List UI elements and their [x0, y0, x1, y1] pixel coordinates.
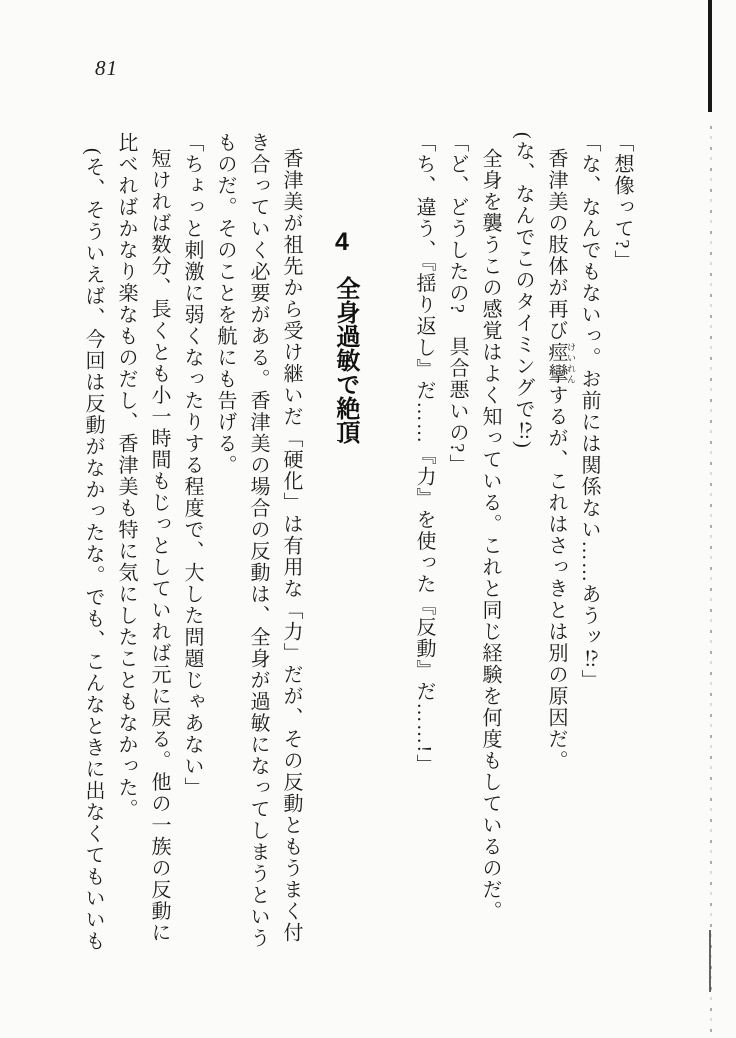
text-column: 「ち、違う、『揺り返し』だ……『力』を使った『反動』だ……!」: [413, 132, 435, 776]
text-column: 「想像って?」: [611, 132, 633, 272]
text-column: 比べればかなり楽なものだし、香津美も特に気にしたこともなかった。: [115, 132, 137, 820]
text-column: [545, 148, 576, 962]
chapter-number: 4: [335, 228, 349, 256]
text-column: 香津美が祖先から受け継いだ「硬化」は有用な「力」だが、その反動ともうまく付: [280, 148, 302, 944]
text-column: 「ど、どうしたの? 具合悪いの?」: [446, 132, 468, 476]
page-edge-artifact-segment: [709, 930, 711, 992]
page-edge-artifact-top: [708, 0, 712, 112]
text-before-furigana: 香津美の肢体が再び: [545, 148, 567, 342]
text-column: 短ければ数分、長くとも小一時間もじっとしていれば元に戻る。他の一族の反動に: [148, 148, 170, 944]
text-column: (な、なんでこのタイミングで⁉): [512, 132, 534, 450]
text-after-furigana: するが、これはさっきとは別の原因だ。: [545, 384, 567, 772]
chapter-title: 全身過敏で絶頂: [331, 276, 359, 444]
page-number: 81: [95, 56, 118, 80]
furigana-ruby: [545, 341, 576, 385]
furigana-reading: けいれん: [566, 341, 576, 385]
text-column: 全身を襲うこの感覚はよく知っている。これと同じ経験を何度もしているのだ。: [479, 148, 501, 922]
text-column: き合っていく必要がある。香津美の場合の反動は、全身が過敏になってしまうという: [247, 132, 269, 949]
page-edge-artifact-dashed: [710, 126, 712, 1038]
text-column: 「な、なんでもないっ。お前には関係ない……あうッ⁉」: [578, 132, 600, 691]
text-column: 「ちょっと刺激に弱くなったりする程度で、大した問題じゃあない」: [181, 132, 203, 799]
text-column: ものだ。そのことを航にも告げる。: [214, 132, 236, 476]
furigana-base: 痙攣: [545, 341, 567, 385]
text-column: (そ、そういえば、今回は反動がなかったな。でも、こんなときに出なくてもいいも: [82, 148, 104, 952]
